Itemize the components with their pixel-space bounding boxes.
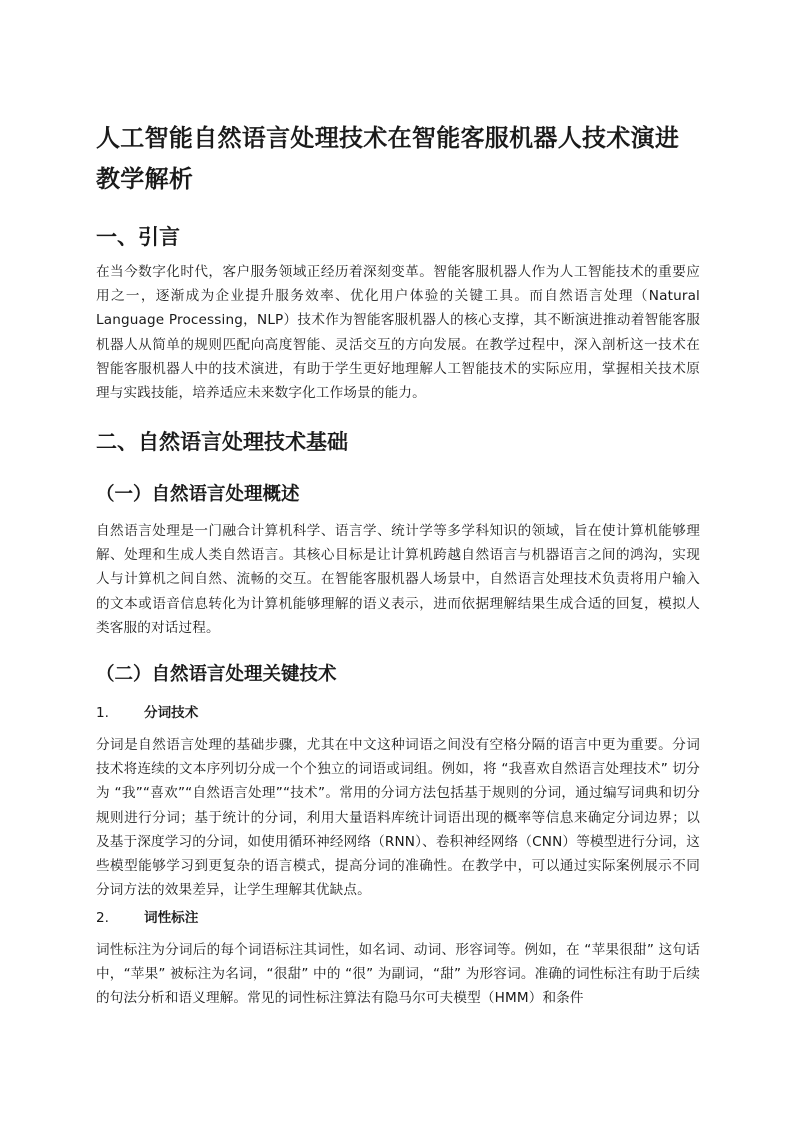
list-item-number: 1. — [96, 705, 109, 721]
subsection-heading-nlp-key-tech: （二）自然语言处理关键技术 — [96, 664, 337, 685]
section-heading-introduction: 一、引言 — [96, 225, 180, 249]
document-title: 人工智能自然语言处理技术在智能客服机器人技术演进教学解析 — [96, 124, 680, 193]
section-heading-nlp-basics: 二、自然语言处理技术基础 — [96, 430, 348, 454]
introduction-paragraph: 在当今数字化时代，客户服务领域正经历着深刻变革。智能客服机器人作为人工智能技术的重要应用之一，逐渐成为企业提升服务效率、优化用户体验的关键工具。而自然语言处理（Natural Language Processing，NLP）技术作为智能客服机器人的核心支撑，其不断演进推动着智能客服机器人从简单的规则匹配向高度智能、灵活交互的方向发展。在教学过程中，深入剖析这一技术在智能客服机器人中的技术演进，有助于学生更好地理解人工智能技术的实际应用，掌握相关技术原理与实践技能，培养适应未来数字化工作场景的能力。 — [96, 264, 700, 402]
list-item-heading — [96, 701, 198, 725]
subsection-heading-nlp-overview: （一）自然语言处理概述 — [96, 484, 300, 505]
list-item-heading — [96, 906, 198, 930]
list-item-number: 2. — [96, 910, 109, 926]
list-item-label: 分词技术 — [144, 705, 199, 721]
list-item-label: 词性标注 — [144, 910, 199, 926]
word-segmentation-paragraph: 分词是自然语言处理的基础步骤，尤其在中文这种词语之间没有空格分隔的语言中更为重要。分词技术将连续的文本序列切分成一个个独立的词语或词组。例如，将 “我喜欢自然语言处理技术” 切分为 “我”“喜欢”“自然语言处理”“技术”。常用的分词方法包括基于规则的分词，通过编写词典和切分规则进行分词；基于统计的分词，利用大量语料库统计词语出现的概率等信息来确定分词边界；以及基于深度学习的分词，如使用循环神经网络（RNN）、卷积神经网络（CNN）等模型进行分词，这些模型能够学习到更复杂的语言模式，提高分词的准确性。在教学中，可以通过实际案例展示不同分词方法的效果差异，让学生理解其优缺点。 — [96, 737, 700, 899]
nlp-overview-paragraph: 自然语言处理是一门融合计算机科学、语言学、统计学等多学科知识的领域，旨在使计算机能够理解、处理和生成人类自然语言。其核心目标是让计算机跨越自然语言与机器语言之间的鸿沟，实现人与计算机之间自然、流畅的交互。在智能客服机器人场景中，自然语言处理技术负责将用户输入的文本或语音信息转化为计算机能够理解的语义表示，进而依据理解结果生成合适的回复，模拟人类客服的对话过程。 — [96, 523, 700, 636]
pos-tagging-paragraph: 词性标注为分词后的每个词语标注其词性，如名词、动词、形容词等。例如，在 “苹果很甜” 这句话中，“苹果” 被标注为名词，“很甜” 中的 “很” 为副词，“甜” 为形容词。准确的词性标注有助于后续的句法分析和语义理解。常见的词性标注算法有隐马尔可夫模型（HMM）和条件 — [96, 942, 700, 1007]
